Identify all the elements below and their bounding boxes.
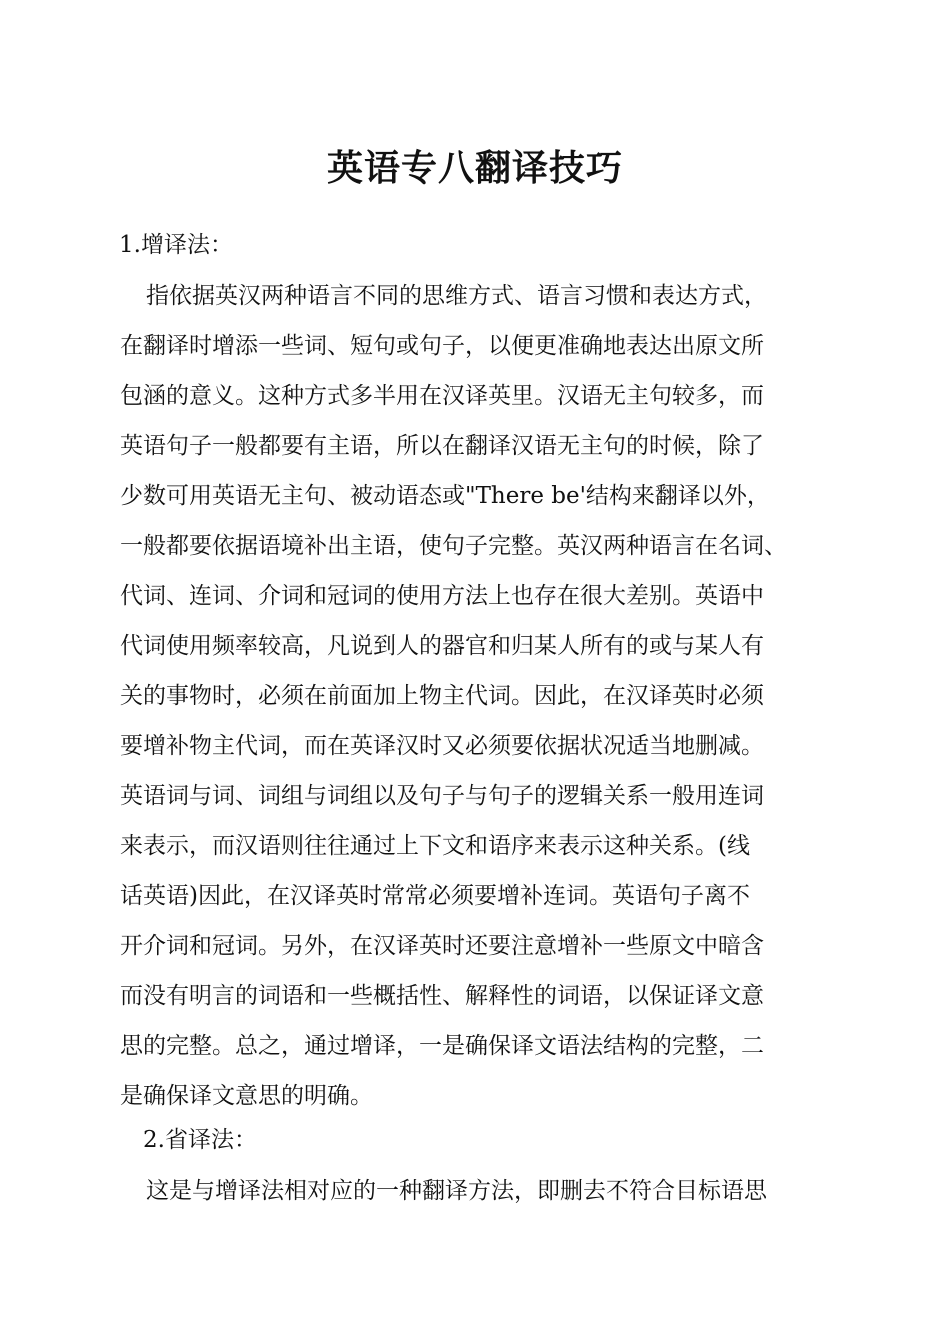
text-line: 代词、连词、介词和冠词的使用方法上也存在很大差别。英语中 bbox=[120, 583, 764, 609]
section-heading-shengyi: 2.省译法： bbox=[143, 1127, 257, 1153]
text-line: 话英语)因此，在汉译英时常常必须要增补连词。英语句子离不 bbox=[120, 883, 750, 909]
section-body-shengyi bbox=[120, 1175, 840, 1225]
text-line: 而没有明言的词语和一些概括性、解释性的词语，以保证译文意 bbox=[120, 983, 764, 1009]
text-line: 少数可用英语无主句、被动语态或"There be'结构来翻译以外， bbox=[120, 483, 770, 509]
text-line: 包涵的意义。这种方式多半用在汉译英里。汉语无主句较多，而 bbox=[120, 383, 764, 409]
text-line: 关的事物时，必须在前面加上物主代词。因此，在汉译英时必须 bbox=[120, 683, 764, 709]
text-line: 英语词与词、词组与词组以及句子与句子的逻辑关系一般用连词 bbox=[120, 783, 764, 809]
document-title: 英语专八翻译技巧 bbox=[326, 147, 623, 189]
text-line: 要增补物主代词，而在英译汉时又必须要依据状况适当地删减。 bbox=[120, 733, 764, 759]
text-line: 是确保译文意思的明确。 bbox=[120, 1083, 373, 1109]
text-line: 英语句子一般都要有主语，所以在翻译汉语无主句的时候，除了 bbox=[120, 433, 764, 459]
text-line: 这是与增译法相对应的一种翻译方法，即删去不符合目标语思 bbox=[146, 1178, 767, 1204]
text-line: 来表示，而汉语则往往通过上下文和语序来表示这种关系。(线 bbox=[120, 833, 750, 859]
text-line: 思的完整。总之，通过增译，一是确保译文语法结构的完整，二 bbox=[120, 1033, 764, 1059]
text-line: 在翻译时增添一些词、短句或句子，以便更准确地表达出原文所 bbox=[120, 333, 764, 359]
section-heading-zengyi: 1.增译法： bbox=[119, 232, 233, 258]
text-line: 代词使用频率较高，凡说到人的器官和归某人所有的或与某人有 bbox=[120, 633, 764, 659]
text-line: 一般都要依据语境补出主语，使句子完整。英汉两种语言在名词、 bbox=[120, 533, 787, 559]
section-body-zengyi bbox=[120, 280, 840, 1130]
text-line: 开介词和冠词。另外，在汉译英时还要注意增补一些原文中暗含 bbox=[120, 933, 764, 959]
text-line: 指依据英汉两种语言不同的思维方式、语言习惯和表达方式， bbox=[146, 283, 767, 309]
